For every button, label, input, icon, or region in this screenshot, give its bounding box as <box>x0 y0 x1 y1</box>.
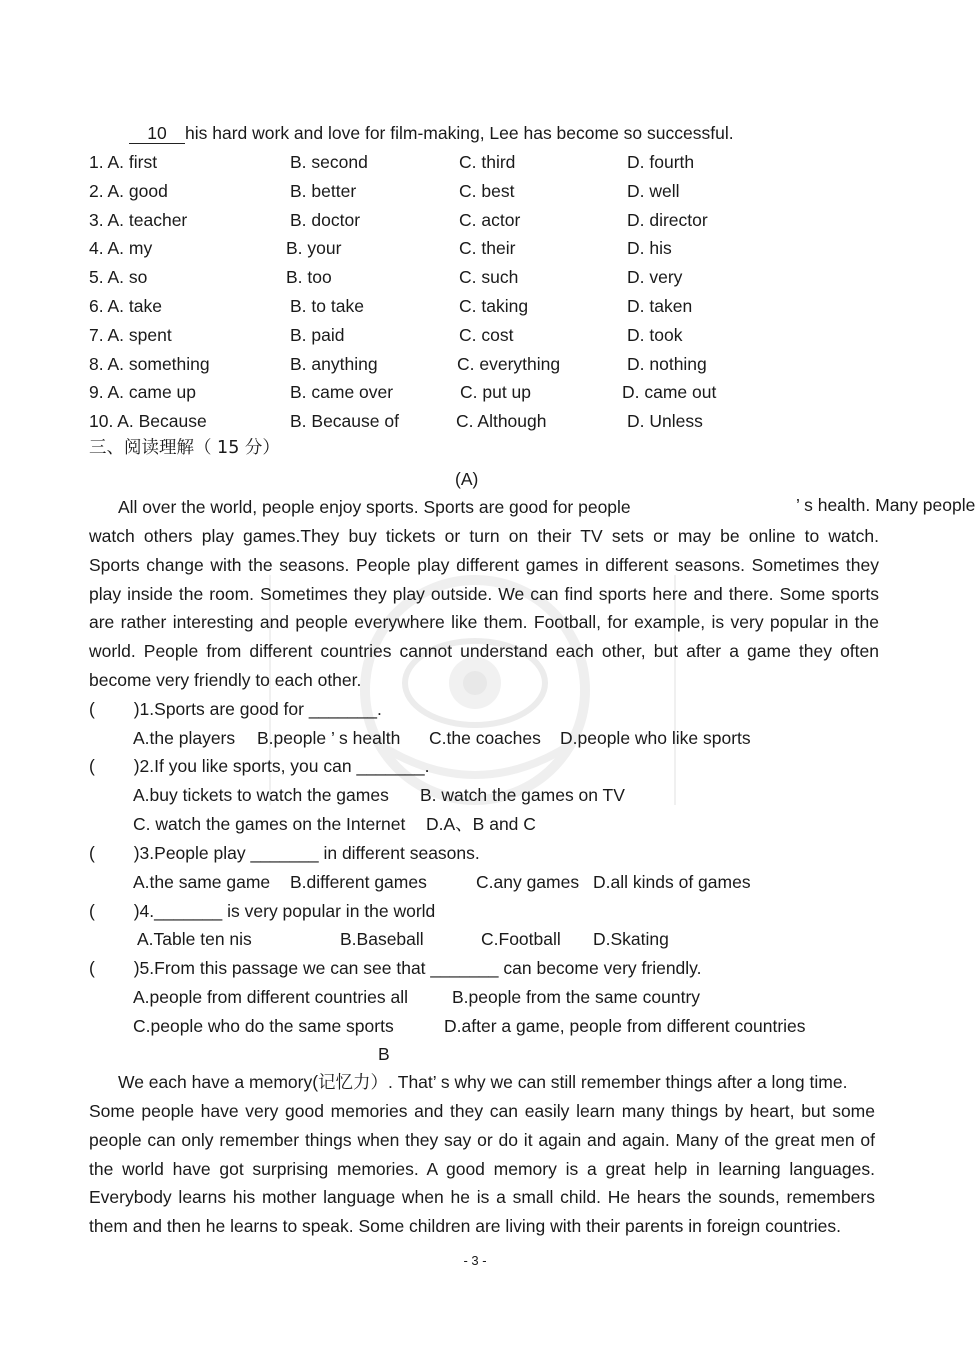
cloze-option: B. better <box>290 180 357 201</box>
question-option: D.people who like sports <box>560 728 751 748</box>
cloze-option: D. taken <box>627 296 693 316</box>
question-option: A.the same game <box>133 872 271 892</box>
cloze-option: D. director <box>627 209 708 230</box>
cloze-option: 4. A. my <box>89 238 153 259</box>
blank-number: 10 <box>129 125 185 144</box>
passage-a-line: Sports change with the seasons. People play different games in different seasons. Sometimes they <box>89 554 879 575</box>
cloze-option: D. well <box>627 180 680 201</box>
cloze-option: B. second <box>290 152 368 172</box>
question-option: D.after a game, people from different countries <box>444 1016 806 1036</box>
passage-a-line: watch others play games.They buy tickets or turn on their TV sets or may be online to watch. <box>89 526 879 546</box>
cloze-option: 6. A. take <box>89 296 162 316</box>
cloze-option: D. very <box>627 267 683 288</box>
passage-b-line: the world have got surprising memories. A good memory is a great help in learning languages. <box>89 1158 875 1179</box>
passage-a-line: are rather interesting and people everywhere like them. Football, for example, is very popular in the <box>89 612 879 633</box>
cloze-option: 5. A. so <box>89 267 148 288</box>
cloze-option: B. doctor <box>290 209 361 230</box>
cloze-option: C. put up <box>460 382 532 403</box>
cloze-option: 2. A. good <box>89 180 168 201</box>
cloze-option: D. came out <box>622 382 717 403</box>
cloze-option: 3. A. teacher <box>89 209 188 230</box>
passage-a-line: All over the world, people enjoy sports. Sports are good for people <box>118 497 631 517</box>
question-option: A.buy tickets to watch the games <box>133 785 389 805</box>
question-stem: ( )4._______ is very popular in the world <box>89 901 436 921</box>
cloze-option: B. too <box>286 267 332 288</box>
question-option: C.the coaches <box>429 728 541 748</box>
question-option: B.Baseball <box>340 929 424 949</box>
cloze-option: 10. A. Because <box>89 411 207 432</box>
passage-b-line: people can only remember things when they say or do it again and again. Many of the great men of <box>89 1129 875 1150</box>
question-option: A.people from different countries all <box>133 987 408 1007</box>
cloze-option: D. took <box>627 324 683 345</box>
question-stem: ( )3.People play _______ in different seasons. <box>89 843 480 863</box>
passage-a-line: play inside the room. Sometimes they play outside. We can find sports here and there. Some sports <box>89 583 879 604</box>
cloze-option: C. such <box>459 267 519 288</box>
passage-b-line: Some people have very good memories and they can easily learn many things by heart, but some <box>89 1101 875 1121</box>
cloze-option: B. Because of <box>290 411 399 432</box>
cloze-option: D. fourth <box>627 152 695 172</box>
question-option: A.the players <box>133 728 236 748</box>
cloze-option: D. his <box>627 238 672 259</box>
question-option: B.different games <box>290 872 427 892</box>
page-number: - 3 - <box>463 1253 487 1268</box>
cloze-option: 8. A. something <box>89 353 210 374</box>
passage-a-line-tail: ’ s health. Many people <box>796 495 975 515</box>
question-option: A.Table ten nis <box>137 929 252 949</box>
cloze-tail-line <box>129 125 734 144</box>
passage-b-line: Everybody learns his mother language when he is a small child. He hears the sounds, remembers <box>89 1187 875 1208</box>
question-option: C. watch the games on the Internet <box>133 814 406 834</box>
cloze-option: 9. A. came up <box>89 382 197 403</box>
question-option: C.Football <box>481 929 561 949</box>
cloze-option: C. actor <box>459 209 521 230</box>
cloze-option: C. best <box>459 180 515 201</box>
cloze-option: C. cost <box>459 324 514 345</box>
cloze-option: B. paid <box>290 324 345 345</box>
cloze-option: C. everything <box>457 353 561 374</box>
cloze-option: B. to take <box>290 296 364 316</box>
cloze-option: C. taking <box>459 296 529 316</box>
question-option: B.people ’ s health <box>257 728 401 748</box>
cloze-option: B. your <box>286 238 342 259</box>
passage-a-label: (A) <box>455 469 479 489</box>
cloze-option: C. Although <box>456 411 547 432</box>
cloze-option: B. anything <box>290 353 378 374</box>
passage-b-label: B <box>378 1044 390 1064</box>
cloze-option: D. Unless <box>627 411 703 432</box>
section-heading: 三、阅读理解（ 15 分） <box>89 438 280 458</box>
question-stem: ( )1.Sports are good for _______. <box>89 699 382 719</box>
question-option: D.A、B and C <box>426 814 536 834</box>
cloze-tail-text: his hard work and love for film-making, Lee has become so successful. <box>185 123 734 143</box>
passage-b-first-line: We each have a memory(记忆力）. That’ s why we can still remember things after a long time. <box>118 1072 848 1092</box>
question-option: D.Skating <box>593 929 669 949</box>
cloze-option: 1. A. first <box>89 152 158 172</box>
passage-b-line: them and then he learns to speak. Some children are living with their parents in foreign countries. <box>89 1216 841 1237</box>
question-stem: ( )2.If you like sports, you can _______. <box>89 756 430 776</box>
question-option: C.any games <box>476 872 580 892</box>
passage-a-line: world. People from different countries cannot understand each other, but after a game they often <box>89 641 879 662</box>
cloze-option: B. came over <box>290 382 394 403</box>
question-option: B. watch the games on TV <box>420 785 625 805</box>
passage-a-line: become very friendly to each other. <box>89 670 362 690</box>
question-option: C.people who do the same sports <box>133 1016 394 1036</box>
cloze-option: C. third <box>459 152 516 172</box>
question-option: D.all kinds of games <box>593 872 751 892</box>
cloze-option: 7. A. spent <box>89 324 172 345</box>
cloze-option: D. nothing <box>627 353 707 374</box>
cloze-option: C. their <box>459 238 516 259</box>
question-option: B.people from the same country <box>452 987 701 1007</box>
question-stem: ( )5.From this passage we can see that _______ can become very friendly. <box>89 958 702 978</box>
